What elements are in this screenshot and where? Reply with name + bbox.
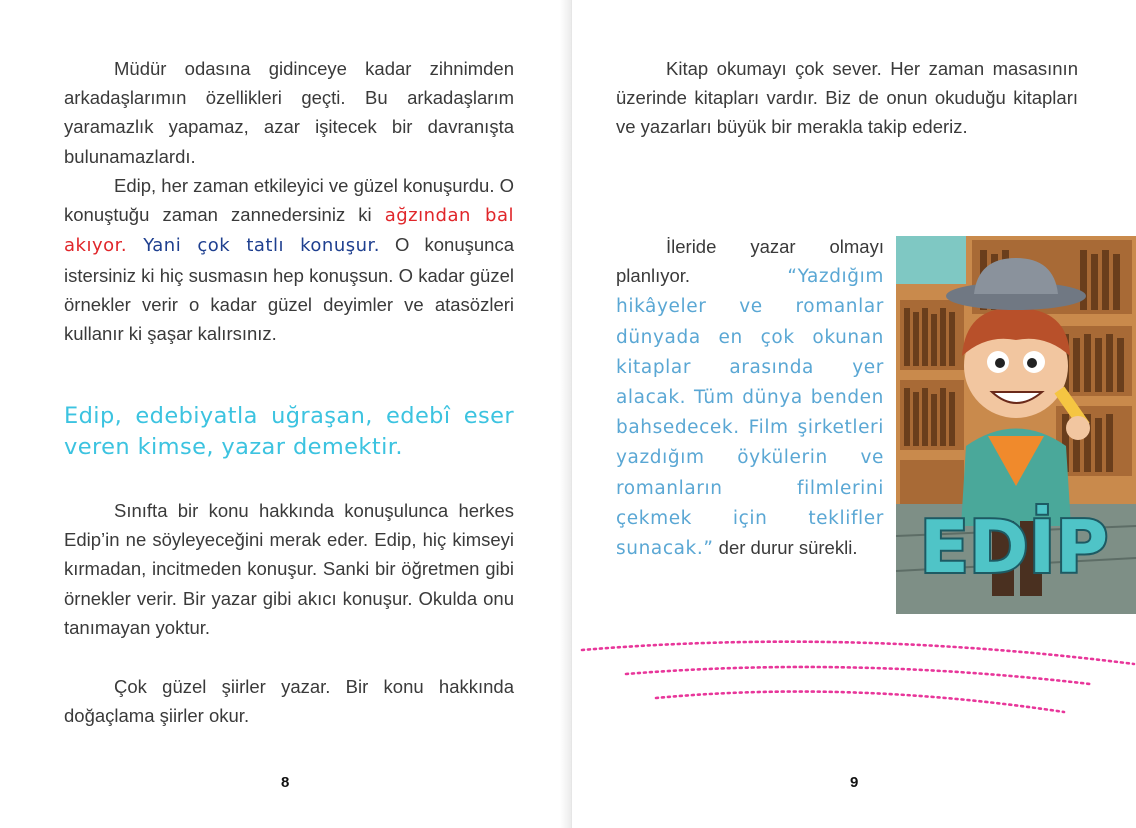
page-number-left: 8	[281, 774, 290, 791]
left-paragraph-2: Edip, her zaman etkileyici ve güzel konuşurdu. O konuştuğu zaman zannedersiniz ki ağzından bal akıyor. Yani çok tatlı konuşur. O konuşunca istersiniz ki hiç susmasın hep konuşsun. O kadar güzel örnekler verir o kadar güzel deyimler ve atasözleri kullanır ki şaşar kalırsınız.	[64, 175, 515, 345]
right-paragraph-2: İleride yazar olmayı planlıyor. “Yazdığım hikâyeler ve romanlar dünyada en çok okunan kitaplar arasında yer alacak. Tüm dünya benden bahsedecek. Film şirketleri yazdığım öykülerin ve romanların filmlerini çekmek için teklifler sunacak.” der durur sürekli.	[616, 236, 884, 560]
red-handwritten-phrase: ağzından bal akıyor.	[64, 205, 514, 257]
speech-quote: “Yazdığım hikâyeler ve romanlar dünyada en çok okunan kitaplar arasında yer alacak. Tüm dünya benden bahsedecek. Film şirketleri yazdığım öykülerin ve romanların filmlerini çekmek için teklifler sunacak.”	[616, 266, 884, 560]
left-paragraph-4: Çok güzel şiirler yazar. Bir konu hakkında doğaçlama şiirler okur.	[64, 676, 514, 727]
highlight-definition: Edip, edebiyatla uğraşan, edebî eser veren kimse, yazar demektir.	[64, 403, 514, 460]
right-paragraph-1: Kitap okumayı çok sever. Her zaman masasının üzerinde kitapları vardır. Biz de onun okuduğu kitapları ve yazarları büyük bir merakla takip ederiz.	[616, 58, 1078, 138]
edip-illustration	[896, 236, 1136, 614]
decorative-dotted-arcs	[580, 626, 1136, 720]
page-number-right: 9	[850, 774, 859, 791]
blue-handwritten-phrase: Yani çok tatlı konuşur.	[127, 235, 380, 257]
left-paragraph-1: Müdür odasına gidinceye kadar zihnimden arkadaşlarımın özellikleri geçti. Bu arkadaşlarım yaramazlık yapamaz, azar işitecek bir davranışta bulunamazlardı.	[64, 58, 514, 167]
left-paragraph-3: Sınıfta bir konu hakkında konuşulunca herkes Edip’in ne söyleyeceğini merak eder. Edip, hiç kimseyi kırmadan, incitmeden konuşur. Sanki bir öğretmen gibi örnekler verir. Bir yazar gibi akıcı konuşur. Okulda onu tanımayan yoktur.	[64, 500, 514, 638]
illustration-title: EDİP	[919, 505, 1109, 589]
